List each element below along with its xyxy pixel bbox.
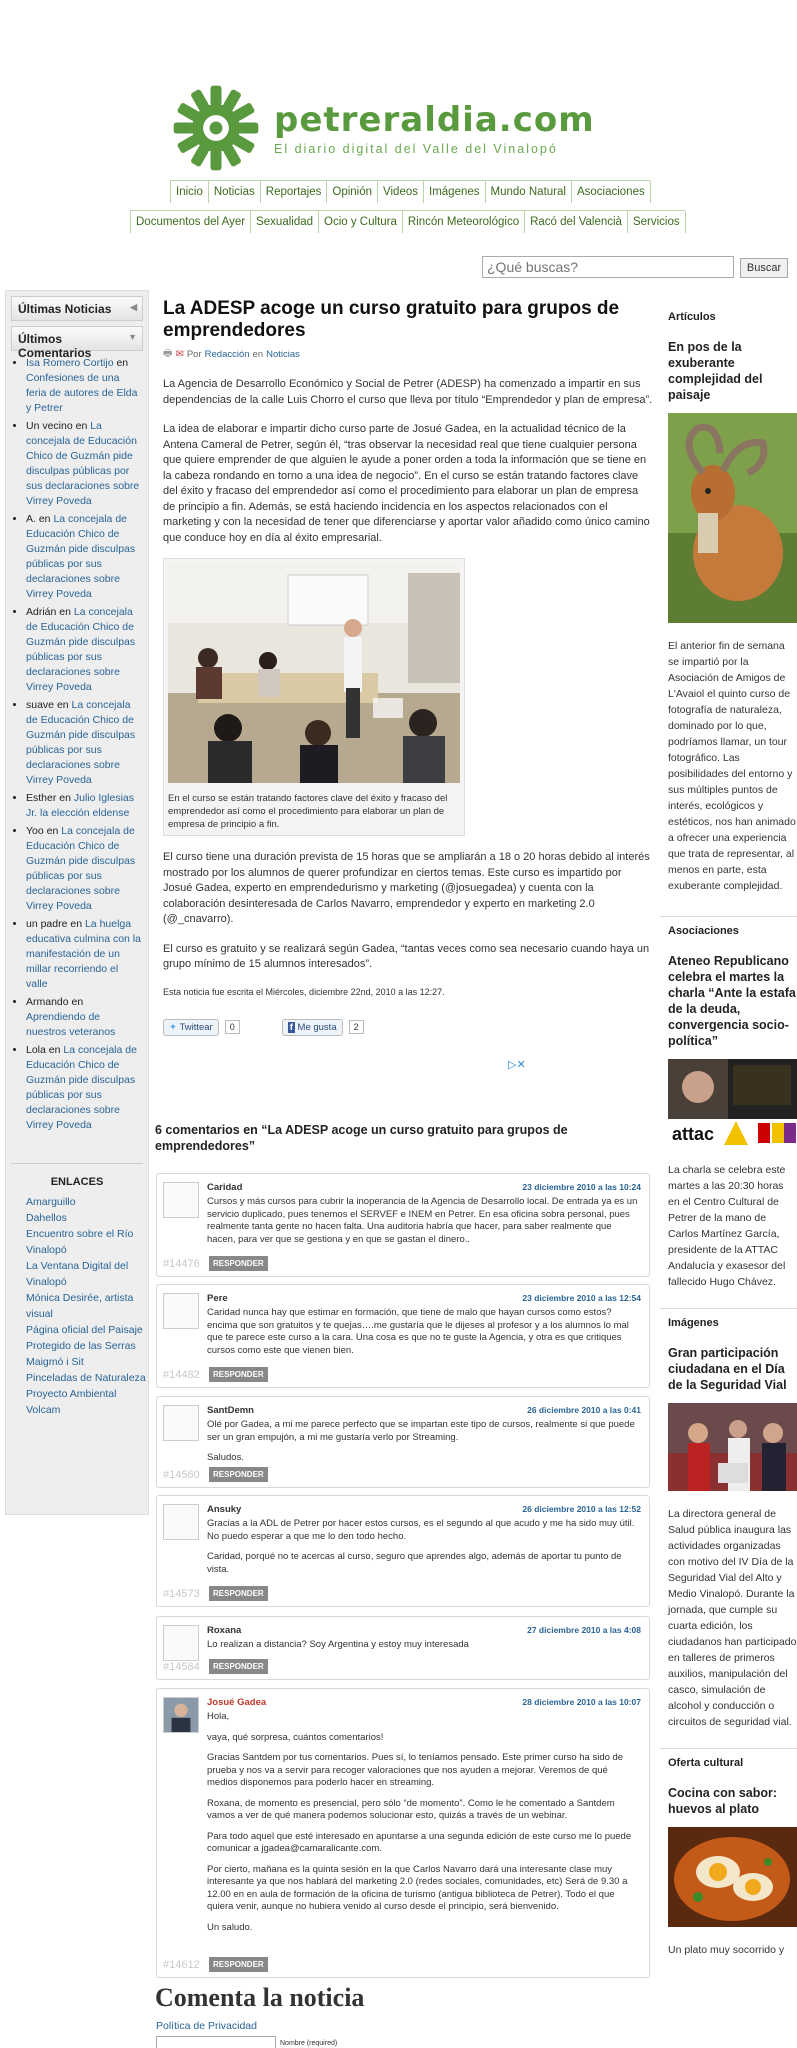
reply-button[interactable]: RESPONDER [209,1367,268,1382]
comment-post-link[interactable]: Julio Iglesias Jr. la elección eldense [26,792,134,819]
link-item [26,1290,148,1322]
comment-paragraph: Saludos. [207,1452,244,1463]
recent-comment-item [26,698,142,788]
avatar [163,1625,199,1661]
name-field[interactable] [156,2036,276,2048]
name-field-label: Nombre (required) [280,2040,338,2047]
cultural-title-link[interactable]: Cocina con sabor: huevos al plato [668,1786,778,1816]
comment-author: Caridad [207,1182,243,1193]
recent-comment-item [26,512,142,602]
comment-text [207,1711,641,1942]
classroom-photo[interactable] [168,563,460,783]
nav-servicios[interactable]: Servicios [627,211,686,233]
recent-comment-item [26,1043,142,1133]
asociaciones-summary: La charla se celebra este martes a las 20:30 horas en el Centro Cultural de Petrer de la mano de Carlos Martínez García, presidente de la ATTAC Andalucía y exasesor del fallecido Hugo Chávez. [668,1164,786,1288]
twitter-label: Twittear [179,1021,213,1033]
article-meta [163,346,653,363]
external-link[interactable]: Mónica Desirée, artista visual [26,1292,134,1320]
nav-documentos-del-ayer[interactable]: Documentos del Ayer [130,211,251,233]
comment-text [207,1419,641,1473]
email-icon[interactable]: ✉ [175,349,184,360]
comment-author: suave [26,699,55,711]
external-link[interactable]: Amarguillo [26,1196,76,1208]
nav-mundo-natural[interactable]: Mundo Natural [485,181,572,203]
tab-ultimos-comentarios[interactable] [11,326,143,360]
external-link[interactable]: La Ventana Digital del Vinalopó [26,1260,129,1288]
imagenes-summary: La directora general de Salud pública inaugura las actividades organizadas con motivo del IV Día de la Seguridad Vial del Alto y Medio Vinalopó. Durante la jornada, que cumple su cuarta edición, los ciudadanos han participado en talleres de primeros auxilios, manipulación del casco, simulación de alcohol y conducción o circuitos de seguridad vial. [668,1508,797,1728]
reply-button[interactable]: RESPONDER [209,1467,268,1482]
comment-paragraph: Roxana, de momento es presencial, pero sólo “de momento”. Como le he comentado a Santdem vamos a ver de qué manera podemos solucionar esto, quizás a través de un webinar. [207,1797,615,1821]
comment-paragraph: Olé por Gadea, a mi me parece perfecto que se impartan este tipo de cursos, realmente si que puede ser un gran empujón, a mi me gustaría verlo por Streaming. [207,1419,635,1443]
comment-paragraph: Para todo aquel que esté interesado en apuntarse a una segunda edición de este curso me lo puede comunicar a jgadea@camaralicante.com. [207,1830,632,1854]
comment [156,1616,650,1680]
comment-author: Ansuky [207,1504,242,1515]
section-heading: Imágenes [668,1317,719,1329]
cultural-summary: Un plato muy socorrido y [668,1944,785,1956]
nav-imagenes[interactable]: Imágenes [423,181,486,203]
main-nav-row-2 [130,210,685,233]
article-paragraph: El curso tiene una duración prevista de 15 horas que se ampliarán a 18 o 20 horas debido al interés mostrado por los alumnos de querer profundizar en ciertos temas. Este curso es impartido por Josué Gadea, experto en emprendedurismo y marketing (@josuegadea) y cuenta con la colaboración desinteresada de Carlos Navarro, emprendedor y experto en marketing 2.0 (@_cnavarro). [163,851,650,925]
recent-comment-item [26,995,142,1040]
nav-asociaciones[interactable]: Asociaciones [571,181,651,203]
left-sidebar [5,290,149,1515]
link-item [26,1210,148,1226]
article-paragraph: La Agencia de Desarrollo Económico y Social de Petrer (ADESP) ha comenzado a impartir en sus dependencias de la calle Luis Chorro el curso que lleva por título “Emprendedor y plan de empresa”. [163,378,653,406]
asociaciones-title-link[interactable]: Ateneo Republicano celebra el martes la charla “Ante la estafa de la deuda, convergencia socio-política” [668,954,796,1048]
comment-post-link[interactable]: Confesiones de una feria de autores de Elda y Petrer [26,372,138,414]
comment-post-link[interactable]: La concejala de Educación Chico de Guzmán pide disculpas públicas por sus declaraciones sobre Virrey Poveda [26,420,140,507]
link-item [26,1370,148,1386]
comment-author: Un vecino [26,420,73,432]
photo-caption: En el curso se están tratando factores clave del éxito y fracaso del emprendedor así como el procedimiento para elaborar un plan de empresa de principio a fin. [168,793,448,830]
search-button[interactable]: Buscar [740,258,788,278]
section-asociaciones [660,916,797,1290]
article-title: La ADESP acoge un curso gratuito para grupos de emprendedores [163,298,620,341]
comment-sep: en [72,420,91,432]
comment-post-link[interactable]: La concejala de Educación Chico de Guzmán pide disculpas públicas por sus declaraciones sobre Virrey Poveda [26,825,136,912]
ad-choices-icon[interactable]: ▷✕ [508,1059,526,1071]
recent-comment-item [26,824,142,914]
privacy-policy-link[interactable]: Política de Privacidad [156,2020,257,2032]
like-count: 2 [349,1020,364,1034]
comment-text [207,1307,641,1365]
comment-paragraph: Cursos y más cursos para cubrir la inoperancia de la Agencia de Desarrollo local. De entrada ya es un servicio duplicado, pues tenemos el SERVEF e INEM en Petrer. En esa oficina sobra personal, pues realmente tanta gente no hacen falta. Una auditoria habría que hacer, para saber realmente que hacen, para ver que se gestiona y en que se gastan el dinero.. [207,1196,638,1245]
right-sidebar [660,303,797,1958]
logo-text [274,100,595,156]
eggs-dish-photo[interactable] [668,1827,797,1927]
section-heading: Asociaciones [668,925,739,937]
recent-comment-item [26,917,142,992]
comment-sep: en [54,699,72,711]
comment-paragraph: Gracias Santdem por tus comentarios. Pues sí, lo teníamos pensado. Este primer curso ha sido de prueba y nos va a servir para recoger valoraciones que nos ayuden a mejorar. Veremos de qué medios disponemos para poderlo hacer en streaming. [207,1752,624,1788]
comment-post-link[interactable]: La concejala de Educación Chico de Guzmán pide disculpas públicas por sus declaraciones sobre Virrey Poveda [26,1044,137,1131]
nav-ocio-y-cultura[interactable]: Ocio y Cultura [318,211,403,233]
articulos-summary: El anterior fin de semana se impartió por la Asociación de Amigos de L'Avaiol el quinto curso de fotografía de naturaleza, dominado por lo que, podríamos llamar, un tour fotográfico. Las posibilidades del entorno y sus múltiples puntos de interés, ecológicos y estéticos, nos han animado a ofrecer una experiencia que trata de representar, al menos en parte, esta exuberante complejidad. [668,640,796,892]
section-articulos [660,303,797,894]
share-bar [163,1019,653,1036]
comment-sep: en [45,1044,64,1056]
avatar [163,1293,199,1329]
avatar [163,1504,199,1540]
tab-label: Últimas Noticias [18,302,112,316]
reply-button[interactable]: RESPONDER [209,1256,268,1271]
comment [156,1688,650,1978]
attac-poster-image[interactable] [668,1059,797,1147]
external-link[interactable]: Encuentro sobre el Río Vinalopó [26,1228,134,1256]
twitter-button[interactable] [163,1019,219,1036]
comment-paragraph: Un saludo. [207,1921,253,1933]
comment-sep: en [35,513,54,525]
meta-por: Por [186,349,202,360]
section-heading: Oferta cultural [668,1757,744,1769]
comment-author: SantDemn [207,1405,254,1416]
reply-button[interactable]: RESPONDER [209,1659,268,1674]
recent-comment-item [26,791,142,821]
recent-comments-list [8,356,142,1133]
comment [156,1495,650,1607]
recent-comment-item [26,356,142,416]
avatar [163,1182,199,1218]
nav-noticias[interactable]: Noticias [208,181,261,203]
recent-comment-item [26,419,142,509]
tab-label: Últimos Comentarios [18,332,92,360]
comment-id: #14476 [163,1258,200,1270]
recent-comment-item [26,605,142,695]
comment-post-link[interactable]: La huelga educativa culmina con la manifestación de un millar recorriendo el valle [26,918,141,990]
link-item [26,1226,148,1258]
articulos-title-link[interactable]: En pos de la exuberante complejidad del paisaje [668,340,763,402]
comment-id: #14584 [163,1661,200,1673]
comment-author: Lola [26,1044,46,1056]
comment-author: Adrián [26,606,57,618]
link-item [26,1258,148,1290]
attac-label: attac [672,1124,715,1144]
twitter-count: 0 [225,1020,240,1034]
comment [156,1284,650,1388]
nav-opinion[interactable]: Opinión [326,181,378,203]
sun-gear-logo-icon [170,82,262,174]
reply-button[interactable]: RESPONDER [209,1957,268,1972]
comment-paragraph: Hola, [207,1711,230,1722]
imagenes-title-link[interactable]: Gran participación ciudadana en el Día de la Seguridad Vial [668,1346,787,1392]
comment-post-link[interactable]: Aprendiendo de nuestros veteranos [26,1011,116,1038]
comment-text [207,1518,641,1584]
comment-author: A. [26,513,36,525]
nav-raco-del-valencia[interactable]: Racó del Valencià [524,211,628,233]
comment-id: #14482 [163,1369,200,1381]
comment-sep: en [113,357,129,369]
enlaces-heading: ENLACES [11,1163,143,1188]
comment-id: #14560 [163,1469,200,1481]
road-safety-event-photo[interactable] [668,1403,797,1491]
comment [156,1173,650,1277]
comment-sep: en [43,825,62,837]
link-item [26,1194,148,1210]
comment-paragraph: Gracias a la ADL de Petrer por hacer estos cursos, es el segundo al que acudo y me ha sido muy útil. No puedo esperar a que me lo den todo hecho. [207,1518,635,1542]
nav-inicio[interactable]: Inicio [170,181,209,203]
facebook-icon: f [289,1021,293,1033]
link-item [26,1322,148,1370]
article-paragraph: El curso es gratuito y se realizará según Gadea, “tantas veces como sea necesario cuando haya un grupo mínimo de 15 alumnos interesados”. [163,942,650,970]
section-oferta-cultural [660,1748,797,1958]
avatar [163,1405,199,1441]
comment-date[interactable]: 26 diciembre 2010 a las 12:52 [522,1504,641,1514]
comment-paragraph: vaya, qué sorpresa, cuántos comentarios! [207,1731,384,1743]
external-link[interactable]: Pinceladas de Naturaleza [26,1372,146,1384]
site-name: petreraldia.com [274,100,595,140]
comment-date[interactable]: 28 diciembre 2010 a las 10:07 [522,1697,641,1707]
section-imagenes [660,1308,797,1730]
comment-sep: en [56,792,74,804]
comment-date[interactable]: 26 diciembre 2010 a las 0:41 [527,1405,641,1415]
main-nav-row-1 [170,180,650,203]
article [163,298,653,1071]
comment-author: Roxana [207,1625,242,1636]
comment-author: Armando [26,996,69,1008]
reply-button[interactable]: RESPONDER [209,1586,268,1601]
nav-reportajes[interactable]: Reportajes [260,181,328,203]
external-link[interactable]: Proyecto Ambiental Volcam [26,1388,117,1416]
comment-sep: en [68,996,84,1008]
comment-id: #14573 [163,1588,200,1600]
comment-author: un padre [26,918,68,930]
nav-sexualidad[interactable]: Sexualidad [250,211,319,233]
like-label: Me gusta [297,1021,337,1033]
tab-ultimas-noticias[interactable] [11,296,143,321]
expand-arrow-icon: ▼ [128,332,137,342]
comment-author: Pere [207,1293,228,1304]
comment-date[interactable]: 27 diciembre 2010 a las 4:08 [527,1625,641,1635]
external-link[interactable]: Dahellos [26,1212,67,1224]
search-input[interactable] [482,256,734,278]
author-link[interactable]: Redacción [204,349,250,360]
comment-form-heading: Comenta la noticia [155,1983,365,2012]
links-list [6,1194,148,1418]
ibex-photo[interactable] [668,413,797,623]
article-figure [163,558,465,836]
nav-videos[interactable]: Videos [377,181,424,203]
comment-paragraph: Lo realizan a distancia? Soy Argentina y estoy muy interesada [207,1639,469,1650]
article-written-date: Esta noticia fue escrita el Miércoles, diciembre 22nd, 2010 a las 12:27. [163,986,445,997]
comment [156,1396,650,1488]
comment-date[interactable]: 23 diciembre 2010 a las 12:54 [522,1293,641,1303]
twitter-bird-icon: ✦ [169,1021,177,1033]
category-link[interactable]: Noticias [266,349,300,360]
comment-text [207,1639,641,1660]
comment-sep: en [67,918,85,930]
facebook-like-button[interactable] [282,1019,343,1036]
comment-paragraph: Caridad nunca hay que estimar en formación, que tiene de malo que hayan cursos como estos? encima que son gratuitos y te quejas….me gustaría que le dijeses al profesor y a los alumnos lo mal que te parece este curso a la cara. Una cosa es que no te guste la Agencia, y otra es que critiques cursos como este que vienen bien. [207,1307,629,1356]
article-paragraph: La idea de elaborar e impartir dicho curso parte de Josué Gadea, en la actualidad técnico de la Antena Cameral de Petrer, según él, “tras observar la necesidad real que tiene cualquier persona que quiere emprender de que alguien le ayude a poner orden a toda la información que se tiene en la cabeza rondando en torno a una idea de negocio”. En el curso se están tratando factores clave del éxito y fracaso del emprendedor así como el procedimiento para elaborar un plan de empresa de principio a fin. Además, se está haciendo incidencia en los aspectos relacionados con el marketing y con la necesidad de tener que diferenciarse y aportar valor añadido como único camino que conduce hoy en día al éxito empresarial. [163,423,650,544]
site-logo[interactable] [170,82,595,174]
nav-rincon-meteorologico[interactable]: Rincón Meteorológico [402,211,525,233]
comment-text [207,1196,641,1254]
collapse-arrow-icon: ◀ [130,302,137,312]
comment-post-link[interactable]: La concejala de Educación Chico de Guzmán pide disculpas públicas por sus declaraciones sobre Virrey Poveda [26,699,136,786]
site-tagline: El diario digital del Valle del Vinalopó [274,142,558,156]
external-link[interactable]: Página oficial del Paisaje Protegido de las Serras Maigmó i Sit [26,1324,143,1368]
comment-author[interactable]: Josué Gadea [207,1697,267,1708]
comment-paragraph: Por cierto, mañana es la quinta sesión en la que Carlos Navarro dará una interesante clase muy interesante ya que nos hablará del marketing 2.0 (redes sociales, comunidades, etc) Será de 9.30 a 12.00 en en aula de formación de la oficina de turismo (antigua biblioteca de Petrer). Todo el que quiera venir, aunque no hubiera venido al curso desde el principio, será bienvenido. [207,1863,628,1912]
comment-date[interactable]: 23 diciembre 2010 a las 10:24 [522,1182,641,1192]
comment-post-link[interactable]: La concejala de Educación Chico de Guzmán pide disculpas públicas por sus declaraciones sobre Virrey Poveda [26,606,136,693]
section-heading: Artículos [668,311,716,323]
print-icon[interactable]: 🖶 [163,348,173,359]
comment-sep: en [56,606,74,618]
comment-author[interactable]: Isa Romero Cortijo [26,357,114,369]
comment-id: #14612 [163,1959,200,1971]
meta-en: en [252,349,264,360]
comments-heading: 6 comentarios en “La ADESP acoge un curso gratuito para grupos de emprendedores” [155,1123,568,1153]
comment-author: Esther [26,792,57,804]
comment-paragraph: Caridad, porqué no te acercas al curso, seguro que aprendes algo, además de aportar tu punto de vista. [207,1551,622,1575]
comment-post-link[interactable]: La concejala de Educación Chico de Guzmán pide disculpas públicas por sus declaraciones sobre Virrey Poveda [26,513,136,600]
link-item [26,1386,148,1418]
avatar [163,1697,199,1733]
comment-author: Yoo [26,825,44,837]
